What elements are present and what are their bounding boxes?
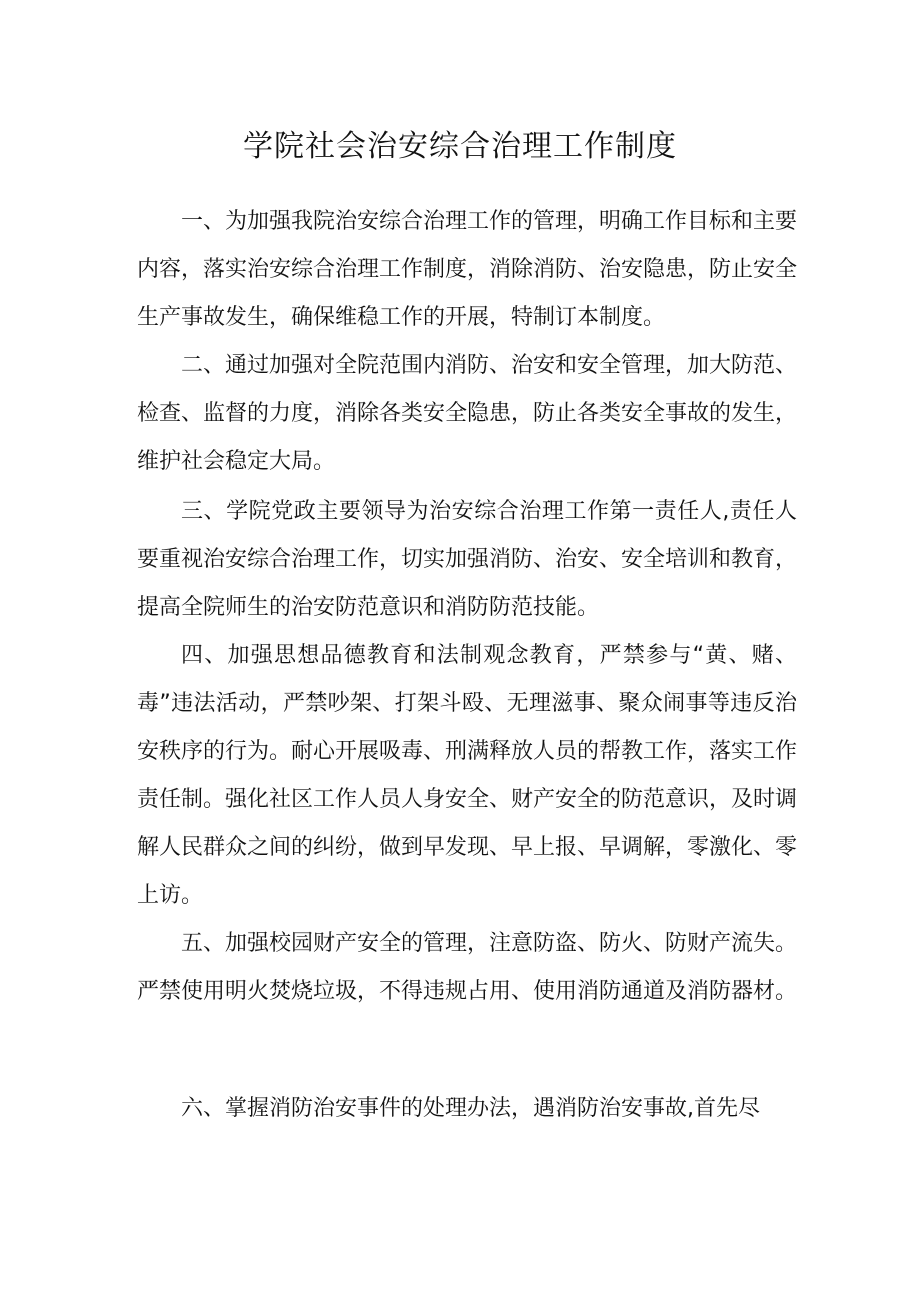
paragraph-2: 二、通过加强对全院范围内消防、治安和安全管理，加大防范、检查、监督的力度，消除各类安全隐患，防止各类安全事故的发生，维护社会稳定大局。 bbox=[137, 353, 798, 474]
paragraph-4: 四、加强思想品德教育和法制观念教育，严禁参与“黄、赌、毒”违法活动，严禁吵架、打架斗殴、无理滋事、聚众闹事等违反治安秩序的行为。耐心开展吸毒、刑满释放人员的帮教工作，落实工作责任制。强化社区工作人员人身安全、财产安全的防范意识，及时调解人民群众之间的纠纷，做到早发现、早上报、早调解，零激化、零上访。 bbox=[137, 643, 798, 908]
paragraph-6: 六、掌握消防治安事件的处理办法，遇消防治安事故,首先尽 bbox=[181, 1096, 760, 1121]
paragraph-1: 一、为加强我院治安综合治理工作的管理，明确工作目标和主要内容，落实治安综合治理工作制度，消除消防、治安隐患，防止安全生产事故发生，确保维稳工作的开展，特制订本制度。 bbox=[137, 209, 798, 330]
paragraph-5: 五、加强校园财产安全的管理，注意防盗、防火、防财产流失。严禁使用明火焚烧垃圾，不得违规占用、使用消防通道及消防器材。 bbox=[137, 931, 798, 1004]
document-title: 学院社会治安综合治理工作制度 bbox=[243, 129, 677, 164]
paragraph-3: 三、学院党政主要领导为治安综合治理工作第一责任人,责任人要重视治安综合治理工作，切实加强消防、治安、安全培训和教育，提高全院师生的治安防范意识和消防防范技能。 bbox=[137, 499, 798, 620]
